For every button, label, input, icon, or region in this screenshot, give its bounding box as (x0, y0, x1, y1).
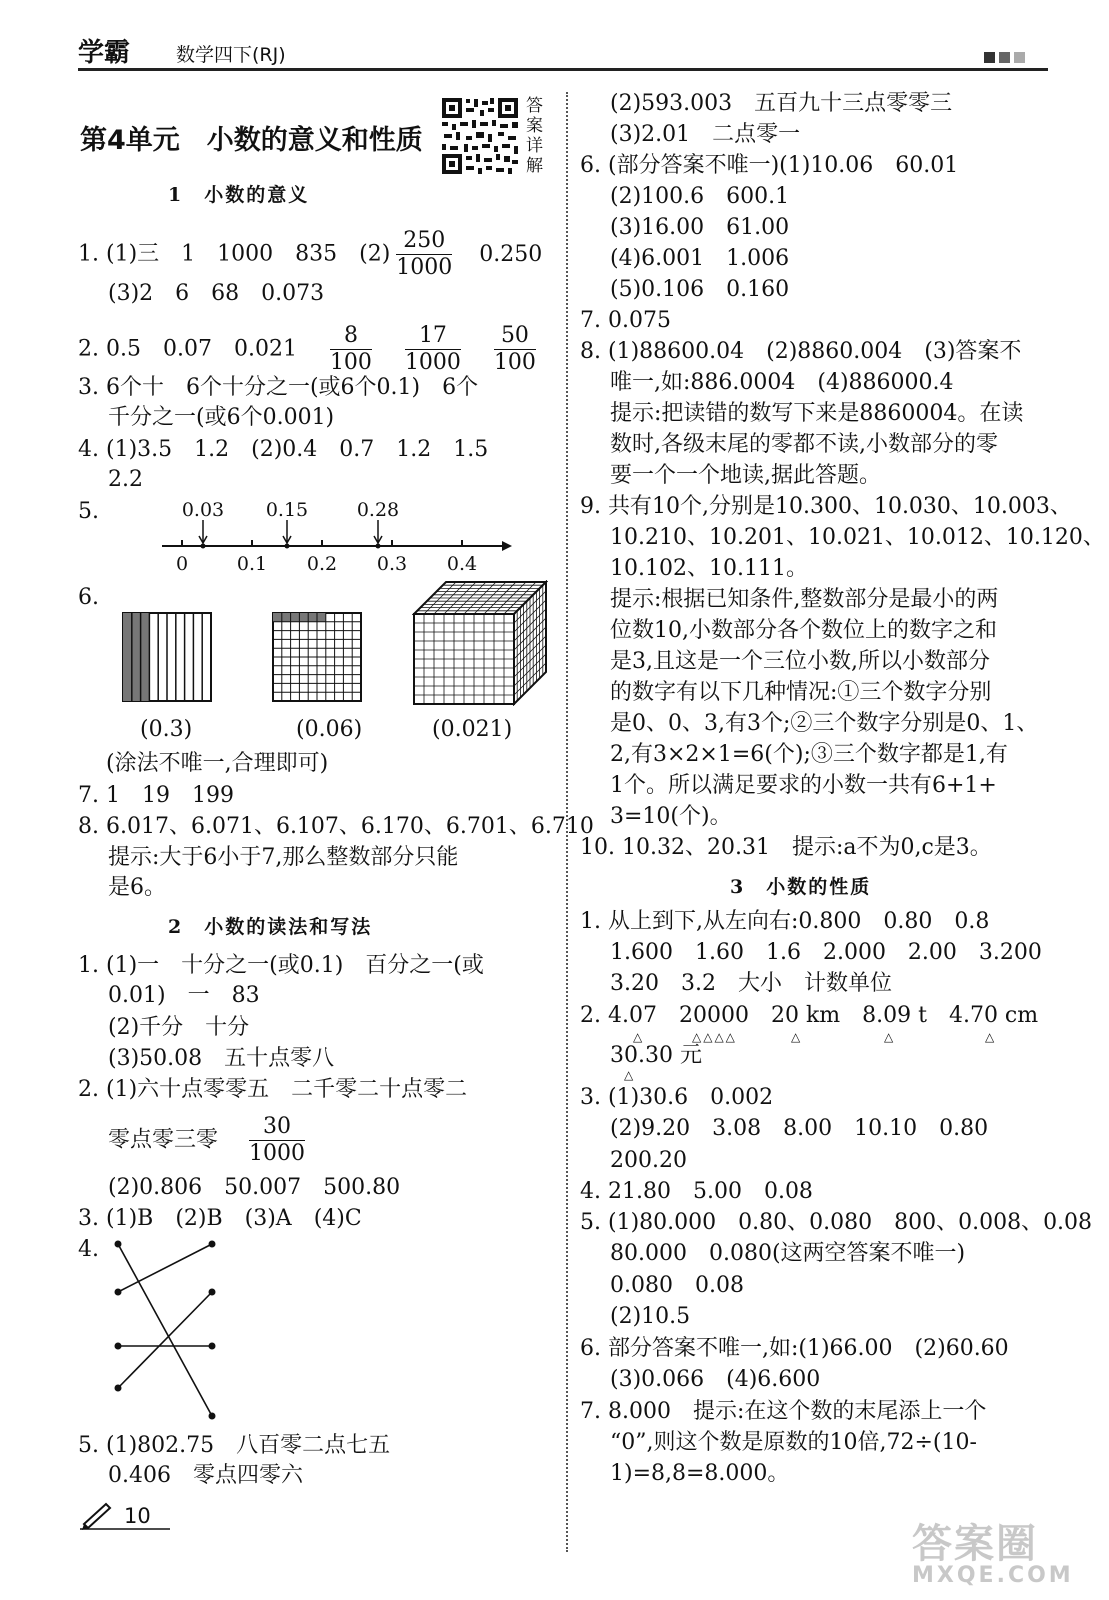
tick-label: 0.2 (306, 553, 338, 575)
answer-line: 5. (1)802.75 八百零二点七五 (78, 1433, 391, 1458)
answer-line: (2)10.5 (610, 1304, 691, 1329)
answer-line: (2)593.003 五百九十三点零零三 (610, 91, 953, 116)
answer-line: 千分之一(或6个0.001) (108, 405, 335, 430)
hint-line: 提示:把读错的数写下来是8860004。在读 (610, 401, 1024, 426)
number-line-label: 0.28 (356, 499, 400, 521)
hint-line: “0”,则这个数是原数的10倍,72÷(10- (610, 1430, 977, 1455)
section-heading: 3 小数的性质 (730, 876, 872, 898)
answer-line: 3. (1)B (2)B (3)A (4)C (78, 1206, 362, 1231)
hint-line: 要一个一个地读,据此答题。 (610, 463, 881, 488)
answer-line: 3. 6个十 6个十分之一(或6个0.1) 6个 (78, 375, 479, 400)
section-heading: 2 小数的读法和写法 (168, 916, 373, 938)
watermark: 答案圈 MXQE.COM (912, 1521, 1074, 1588)
answer-line: (3)0.066 (4)6.600 (610, 1367, 821, 1392)
answer-line: 5. (1)80.000 0.80、0.080 800、0.008、0.08 (580, 1210, 1093, 1235)
answer-line: 5. (78, 499, 99, 524)
answer-line: 1. 从上到下,从左向右:0.800 0.80 0.8 (580, 909, 990, 934)
tick-label: 0.1 (236, 553, 268, 575)
answer-line: 0.01) 一 83 (108, 983, 260, 1008)
zero-mark-icon: △ (884, 1030, 894, 1044)
figure-caption: (0.021) (432, 717, 513, 742)
brand-logo: 学霸 (78, 38, 131, 68)
answer-line: 9. 共有10个,分别是10.300、10.030、10.003、 (580, 494, 1072, 519)
answer-line: (2)9.20 3.08 8.00 10.10 0.80 (610, 1116, 989, 1141)
answer-line: 2.2 (108, 467, 143, 492)
qr-code-icon[interactable] (440, 96, 520, 176)
answer-line: (2)100.6 600.1 (610, 184, 790, 209)
answer-line: 200.20 (610, 1148, 687, 1173)
number-line (150, 498, 520, 580)
qr-label: 答案详解 (526, 96, 543, 176)
hint-line: 2,有3×2×1=6(个);③三个数字都是1,有 (610, 742, 1008, 767)
hint-line: 是6。 (108, 875, 166, 900)
figure-caption: (0.3) (140, 717, 193, 742)
zero-mark-icon: △ (985, 1030, 995, 1044)
answer-line: 2. (1)六十点零零五 二千零二十点零二 (78, 1077, 468, 1102)
answer-line: 7. 8.000 提示:在这个数的末尾添上一个 (580, 1399, 987, 1424)
page-header (78, 32, 1048, 72)
answer-line: 10.210、10.201、10.021、10.012、10.120、 (610, 525, 1105, 550)
answer-line: 10.102、10.111。 (610, 556, 808, 581)
header-rule (78, 68, 1048, 71)
answer-line: 3.20 3.2 大小 计数单位 (610, 971, 892, 996)
subject-label: 数学四下(RJ) (176, 44, 286, 66)
thousandths-cube-figure (412, 580, 548, 706)
zero-mark-icon: △ (791, 1030, 801, 1044)
answer-line: (5)0.106 0.160 (610, 277, 790, 302)
answer-line: (2)千分 十分 (108, 1015, 250, 1040)
figure-caption: (0.06) (296, 717, 363, 742)
zero-mark-icon: △ (624, 1068, 634, 1082)
answer-line: 6. (部分答案不唯一)(1)10.06 60.01 (580, 153, 959, 178)
zero-mark-icon: △△△△ (692, 1030, 737, 1044)
hint-line: 数时,各级末尾的零都不读,小数部分的零 (610, 432, 998, 457)
hint-line: 提示:大于6小于7,那么整数部分只能 (108, 845, 459, 870)
answer-line: 4. 21.80 5.00 0.08 (580, 1179, 813, 1204)
hint-line: 是0、0、3,有3个;②三个数字分别是0、1、 (610, 711, 1039, 736)
hint-line: 的数字有以下几种情况:①三个数字分别 (610, 680, 992, 705)
answer-line: 6. (78, 585, 99, 610)
fraction: $\frac{30}{1000}$ (249, 1114, 306, 1166)
section-heading: 1 小数的意义 (168, 184, 310, 206)
answer-line: (3)2.01 二点零一 (610, 122, 801, 147)
answer-line: 0.406 零点四零六 (108, 1463, 303, 1488)
fraction: $\frac{17}{1000}$ (404, 323, 461, 375)
answer-line: 零点零三零 $\frac{30}{1000}$ (108, 1114, 306, 1166)
answer-line: 2. 0.5 0.07 0.021 $\frac{8}{100}$ $\frac{17}{1000}$ $\frac{50}{100}$ (78, 323, 536, 375)
answer-line: 4. (78, 1237, 99, 1262)
hint-line: 3=10(个)。 (610, 804, 732, 829)
answer-line: 80.000 0.080(这两空答案不唯一) (610, 1241, 966, 1266)
answer-line: 8. 6.017、6.071、6.107、6.170、6.701、6.710 (78, 814, 594, 839)
answer-line: 7. 1 19 199 (78, 783, 234, 808)
header-square (1014, 52, 1025, 63)
answer-line: 30.30 元 (610, 1043, 702, 1068)
zero-mark-icon: △ (633, 1030, 643, 1044)
answer-line: 3. (1)30.6 0.002 (580, 1085, 774, 1110)
answer-line: (2)0.806 50.007 500.80 (108, 1175, 401, 1200)
answer-line: 6. 部分答案不唯一,如:(1)66.00 (2)60.60 (580, 1336, 1009, 1361)
tick-label: 0.4 (446, 553, 478, 575)
answer-line: 7. 0.075 (580, 308, 671, 333)
answer-line: (涂法不唯一,合理即可) (106, 751, 329, 776)
tenths-strip-figure (122, 612, 212, 702)
hint-line: 是3,且这是一个三位小数,所以小数部分 (610, 649, 990, 674)
unit-title: 第4单元 小数的意义和性质 (80, 125, 423, 156)
number-line-label: 0.03 (181, 499, 225, 521)
answer-line: 0.080 0.08 (610, 1273, 744, 1298)
hint-line: 1个。所以满足要求的小数一共有6+1+ (610, 773, 997, 798)
fraction: $\frac{250}{1000}$ (396, 228, 453, 280)
answer-line: (3)16.00 61.00 (610, 215, 790, 240)
answer-line: 8. (1)88600.04 (2)8860.004 (3)答案不 (580, 339, 1022, 364)
answer-line: 2. 4.07 20000 20 km 8.09 t 4.70 cm (580, 1003, 1039, 1028)
answer-line: 4. (1)3.5 1.2 (2)0.4 0.7 1.2 1.5 (78, 437, 489, 462)
answer-line: 唯一,如:886.0004 (4)886000.4 (610, 370, 954, 395)
header-square (999, 52, 1010, 63)
tick-label: 0.3 (376, 553, 408, 575)
hint-line: 位数10,小数部分各个数位上的数字之和 (610, 618, 997, 643)
hundredths-grid-figure (272, 612, 362, 702)
hint-line: 提示:根据已知条件,整数部分是最小的两 (610, 587, 999, 612)
header-square (984, 52, 995, 63)
answer-line: 1.600 1.60 1.6 2.000 2.00 3.200 (610, 940, 1042, 965)
hint-line: 1)=8,8=8.000。 (610, 1461, 790, 1486)
answer-line: (3)2 6 68 0.073 (108, 281, 325, 306)
fraction: $\frac{8}{100}$ (329, 323, 372, 375)
answer-line: (4)6.001 1.006 (610, 246, 790, 271)
page-number: 10 (124, 1504, 151, 1528)
number-line-label: 0.15 (265, 499, 309, 521)
answer-line: 1. (1)三 1 1000 835 (2) $\frac{250}{1000}$ 0.250 (78, 228, 543, 280)
answer-line: (3)50.08 五十点零八 (108, 1046, 335, 1071)
fraction: $\frac{50}{100}$ (493, 323, 536, 375)
answer-line: 1. (1)一 十分之一(或0.1) 百分之一(或 (78, 953, 484, 978)
tick-label: 0 (175, 553, 189, 575)
matching-lines-figure (108, 1236, 228, 1426)
answer-line: 10. 10.32、20.31 提示:a不为0,c是3。 (580, 835, 992, 860)
